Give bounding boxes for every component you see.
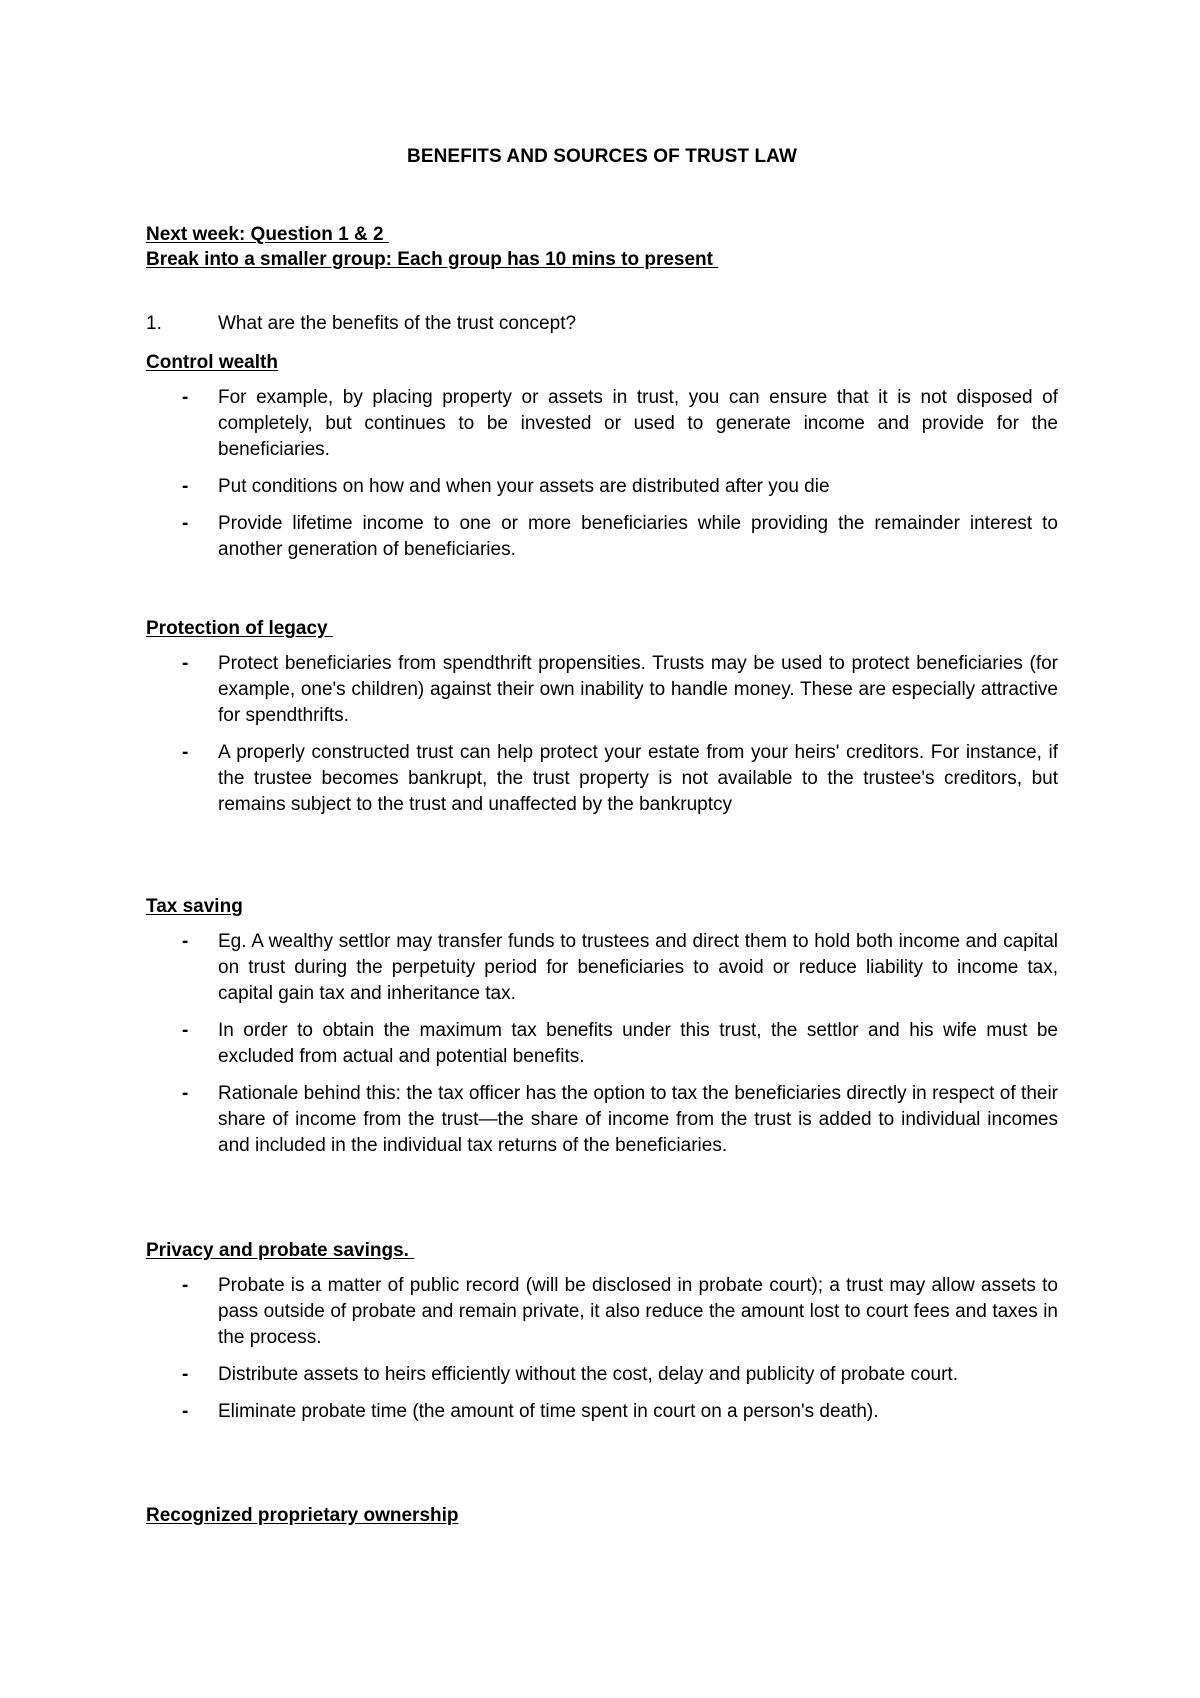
list-item [146, 1018, 1058, 1070]
list-item [146, 1399, 1058, 1425]
list-item [146, 511, 1058, 563]
dash-bullet: - [182, 1275, 189, 1296]
section-heading: Tax saving [146, 896, 243, 917]
section-privacy-probate [146, 1238, 1058, 1436]
section-control-wealth [146, 350, 1058, 574]
dash-bullet: - [182, 1401, 189, 1422]
list-item [146, 474, 1058, 500]
dash-bullet: - [182, 931, 189, 952]
bullet-text: Provide lifetime income to one or more beneficiaries while providing the remainder interest to another generation of beneficiaries. [218, 513, 1058, 560]
dash-bullet: - [182, 1020, 189, 1041]
list-item [146, 1081, 1058, 1159]
bullet-text: A properly constructed trust can help protect your estate from your heirs' creditors. For instance, if the trustee becomes bankrupt, the trust property is not available to the trustee's creditors, but remains subject to the trust and unaffected by the bankruptcy [218, 742, 1058, 815]
bullet-text: For example, by placing property or assets in trust, you can ensure that it is not disposed of completely, but continues to be invested or used to generate income and provide for the beneficiaries. [218, 387, 1058, 460]
bullet-text: Eliminate probate time (the amount of time spent in court on a person's death). [218, 1401, 879, 1422]
bullet-text: Distribute assets to heirs efficiently without the cost, delay and publicity of probate court. [218, 1364, 958, 1385]
list-item [146, 651, 1058, 729]
dash-bullet: - [182, 1364, 189, 1385]
bullet-list [146, 385, 1058, 563]
section-heading: Privacy and probate savings. [146, 1240, 415, 1261]
section-heading: Recognized proprietary ownership [146, 1505, 459, 1526]
document-title: BENEFITS AND SOURCES OF TRUST LAW [407, 146, 797, 167]
question-1 [146, 313, 576, 335]
dash-bullet: - [182, 476, 189, 497]
dash-bullet: - [182, 387, 189, 408]
bullet-text: In order to obtain the maximum tax benefits under this trust, the settlor and his wife must be excluded from actual and potential benefits. [218, 1020, 1058, 1067]
section-heading: Control wealth [146, 352, 278, 373]
group-instruction-note: Break into a smaller group: Each group has 10 mins to present [146, 249, 719, 270]
bullet-text: Put conditions on how and when your assets are distributed after you die [218, 476, 830, 497]
dash-bullet: - [182, 1083, 189, 1104]
bullet-text: Probate is a matter of public record (will be disclosed in probate court); a trust may allow assets to pass outside of probate and remain private, it also reduce the amount lost to court fees and taxes in the process. [218, 1275, 1058, 1348]
next-week-note: Next week: Question 1 & 2 [146, 224, 389, 245]
question-text: What are the benefits of the trust concept? [218, 313, 577, 334]
section-heading: Protection of legacy [146, 618, 333, 639]
section-tax-saving [146, 894, 1058, 1170]
section-recognized-ownership [146, 1503, 1058, 1538]
bullet-list [146, 1273, 1058, 1425]
bullet-text: Protect beneficiaries from spendthrift propensities. Trusts may be used to protect beneficiaries (for example, one's children) against their own inability to handle money. These are especially attractive for spendthrifts. [218, 653, 1058, 726]
dash-bullet: - [182, 513, 189, 534]
list-item [146, 1273, 1058, 1351]
bullet-text: Rationale behind this: the tax officer has the option to tax the beneficiaries directly in respect of their share of income from the trust—the share of income from the trust is added to individual incomes and included in the individual tax returns of the beneficiaries. [218, 1083, 1058, 1156]
list-item [146, 385, 1058, 463]
section-protection-of-legacy [146, 616, 1058, 829]
bullet-list [146, 929, 1058, 1159]
bullet-list [146, 651, 1058, 818]
bullet-text: Eg. A wealthy settlor may transfer funds to trustees and direct them to hold both income and capital on trust during the perpetuity period for beneficiaries to avoid or reduce liability to income tax, capital gain tax and inheritance tax. [218, 931, 1058, 1004]
question-number: 1. [146, 313, 162, 334]
dash-bullet: - [182, 742, 189, 763]
list-item [146, 1362, 1058, 1388]
list-item [146, 740, 1058, 818]
dash-bullet: - [182, 653, 189, 674]
list-item [146, 929, 1058, 1007]
